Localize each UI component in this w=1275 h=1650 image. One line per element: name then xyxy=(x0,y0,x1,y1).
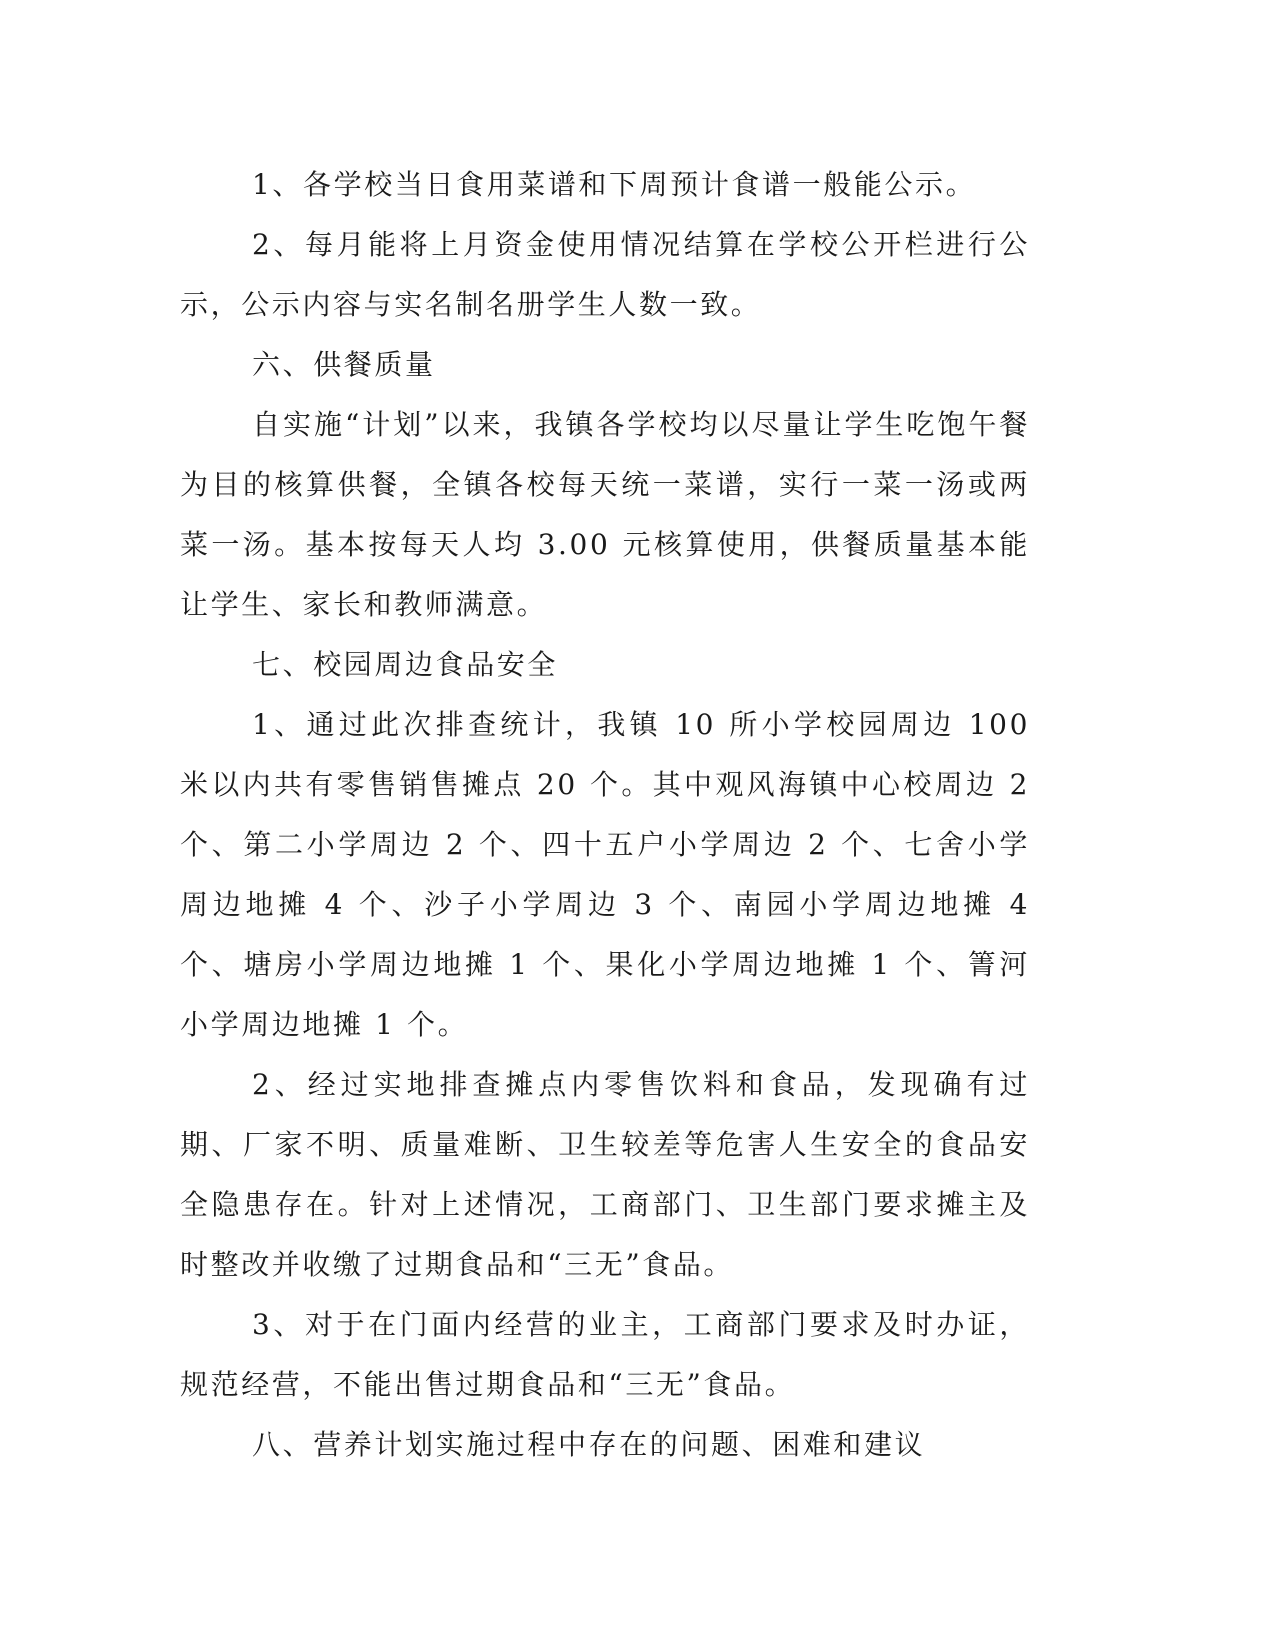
section-heading-problems-suggestions: 八、营养计划实施过程中存在的问题、困难和建议 xyxy=(252,1428,926,1461)
paragraph-shop-regulation: 3、对于在门面内经营的业主，工商部门要求及时办证，规范经营，不能出售过期食品和“三无”食品。 xyxy=(180,1308,1030,1401)
section-heading-meal-quality: 六、供餐质量 xyxy=(252,348,436,381)
paragraph-meal-quality: 自实施“计划”以来，我镇各学校均以尽量让学生吃饱午餐为目的核算供餐，全镇各校每天统一菜谱，实行一菜一汤或两菜一汤。基本按每天人均 3.00 元核算使用，供餐质量基本能让学生、家长和教师满意。 xyxy=(180,408,1030,621)
paragraph-fund-publicity: 2、每月能将上月资金使用情况结算在学校公开栏进行公示，公示内容与实名制名册学生人数一致。 xyxy=(180,228,1030,321)
paragraph-menu-publicity: 1、各学校当日食用菜谱和下周预计食谱一般能公示。 xyxy=(252,168,977,201)
paragraph-inspection-findings: 2、经过实地排查摊点内零售饮料和食品，发现确有过期、厂家不明、质量难断、卫生较差等危害人生安全的食品安全隐患存在。针对上述情况，工商部门、卫生部门要求摊主及时整改并收缴了过期食品和“三无”食品。 xyxy=(180,1068,1030,1281)
document-body xyxy=(180,155,1030,1475)
paragraph-vendor-survey: 1、通过此次排查统计，我镇 10 所小学校园周边 100 米以内共有零售销售摊点 20 个。其中观风海镇中心校周边 2 个、第二小学周边 2 个、四十五户小学周边 2 个、七舍小学周边地摊 4 个、沙子小学周边 3 个、南园小学周边地摊 4 个、塘房小学周边地摊 1 个、果化小学周边地摊 1 个、箐河小学周边地摊 1 个。 xyxy=(180,708,1030,1041)
section-heading-campus-food-safety: 七、校园周边食品安全 xyxy=(252,648,559,681)
